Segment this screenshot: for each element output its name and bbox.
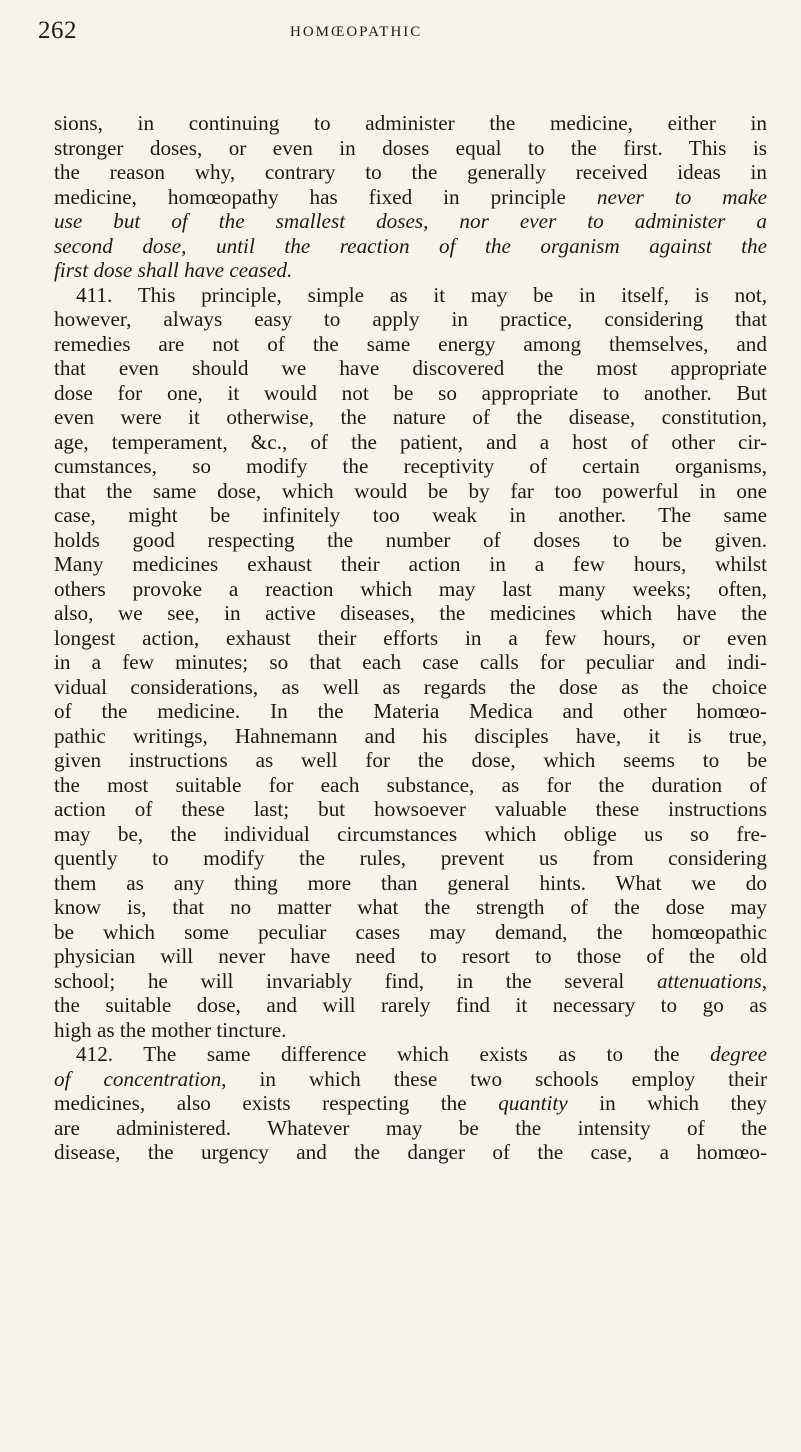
text-line [54,332,767,357]
text-segment: that the same dose, which would be by far too powerful in one [54,478,767,503]
text-segment: in which these two schools employ their [226,1066,767,1091]
text-line [54,944,767,969]
text-line [54,675,767,700]
italic-text: degree [710,1042,767,1066]
text-line [54,381,767,406]
text-segment: of the medicine. In the Materia Medica and other homœo- [54,699,767,723]
italic-text: first dose shall have ceased. [54,258,293,282]
text-line [54,1067,767,1092]
text-segment: case, might be infinitely too weak in another. The same [54,503,767,527]
text-segment: others provoke a reaction which may last many weeks; often, [54,576,767,601]
text-line [54,209,767,234]
page-header [0,13,801,44]
text-line [54,1140,767,1165]
text-segment: that even should we have discovered the most appropriate [54,356,767,380]
text-segment: the reason why, contrary to the generally received ideas in [54,160,767,184]
text-segment: medicine, homœopathy has fixed in principle [54,184,597,209]
text-line [54,234,767,259]
text-segment: even were it otherwise, the nature of the disease, constitution, [54,405,767,429]
text-segment: however, always easy to apply in practice, considering that [54,307,767,331]
text-segment: high as the mother tincture. [54,1017,287,1042]
text-segment: given instructions as well for the dose, which seems to be [54,748,767,772]
text-segment: disease, the urgency and the danger of the case, a homœo- [54,1140,767,1164]
text-line [54,307,767,332]
text-line [54,895,767,920]
text-line [54,773,767,798]
text-segment: may be, the individual circumstances which oblige us so fre- [54,821,767,846]
text-segment: in which they [567,1091,767,1115]
text-line [54,846,767,871]
text-segment: also, we see, in active diseases, the medicines which have the [54,601,767,625]
italic-text: of concentration, [54,1066,227,1091]
text-segment: holds good respecting the number of doses to be given. [54,527,767,552]
italic-text: never to make [596,184,767,209]
text-line [54,160,767,185]
text-line [54,797,767,822]
text-line [54,1091,767,1116]
text-segment: are administered. Whatever may be the intensity of the [54,1115,767,1140]
text-line [54,822,767,847]
text-line [54,136,767,161]
text-line [54,356,767,381]
running-head: HOMŒOPATHIC [290,24,423,40]
text-line [54,993,767,1018]
body-text [54,111,767,1165]
text-segment: in a few minutes; so that each case calls for peculiar and indi- [54,650,767,674]
text-line [54,601,767,626]
page-number: 262 [38,17,77,44]
text-line [54,479,767,504]
text-line [54,430,767,455]
text-segment: sions, in continuing to administer the medicine, either in [54,111,767,135]
text-segment: cumstances, so modify the receptivity of certain organisms, [54,454,767,478]
text-line [54,1116,767,1141]
text-segment: medicines, also exists respecting the [54,1091,499,1115]
text-line [54,871,767,896]
text-segment: them as any thing more than general hints. What we do [54,870,767,895]
text-line [54,650,767,675]
text-segment: school; he will invariably find, in the several [54,968,657,993]
text-line [54,552,767,577]
text-segment: the most suitable for each substance, as for the duration of [54,772,767,797]
text-line [54,748,767,773]
text-segment: the suitable dose, and will rarely find it necessary to go as [54,993,767,1017]
text-line [54,577,767,602]
italic-text: second dose, until the reaction of the organism against the [54,233,767,258]
italic-text: attenuations, [656,968,767,993]
italic-text: use but of the smallest doses, nor ever to administer a [54,209,767,233]
text-segment: action of these last; but howsoever valuable these instructions [54,797,767,821]
text-segment: longest action, exhaust their efforts in a few hours, or even [54,625,767,650]
text-line [54,185,767,210]
text-segment: pathic writings, Hahnemann and his disciples have, it is true, [54,723,767,748]
text-segment: 411. This principle, simple as it may be in itself, is not, [76,282,767,307]
text-line [54,258,767,283]
text-segment: vidual considerations, as well as regards the dose as the choice [54,674,767,699]
text-line [54,405,767,430]
text-segment: stronger doses, or even in doses equal to the first. This is [54,135,767,160]
text-segment: remedies are not of the same energy among themselves, and [54,331,767,356]
text-line [54,1018,767,1043]
text-line [54,454,767,479]
text-line [54,283,767,308]
text-segment: quently to modify the rules, prevent us from considering [54,846,767,870]
text-line [54,111,767,136]
text-line [54,699,767,724]
text-line [54,724,767,749]
italic-text: quantity [498,1091,568,1115]
text-segment: Many medicines exhaust their action in a few hours, whilst [54,552,767,576]
text-line [54,626,767,651]
text-segment: dose for one, it would not be so appropriate to another. But [54,380,767,405]
text-segment: 412. The same difference which exists as to the [76,1042,711,1066]
text-segment: know is, that no matter what the strength of the dose may [54,895,767,919]
text-segment: age, temperament, &c., of the patient, and a host of other cir- [54,429,767,454]
text-line [54,528,767,553]
text-line [54,503,767,528]
text-line [54,1042,767,1067]
text-line [54,969,767,994]
text-segment: be which some peculiar cases may demand, the homœopathic [54,919,767,944]
text-segment: physician will never have need to resort to those of the old [54,944,767,968]
text-line [54,920,767,945]
